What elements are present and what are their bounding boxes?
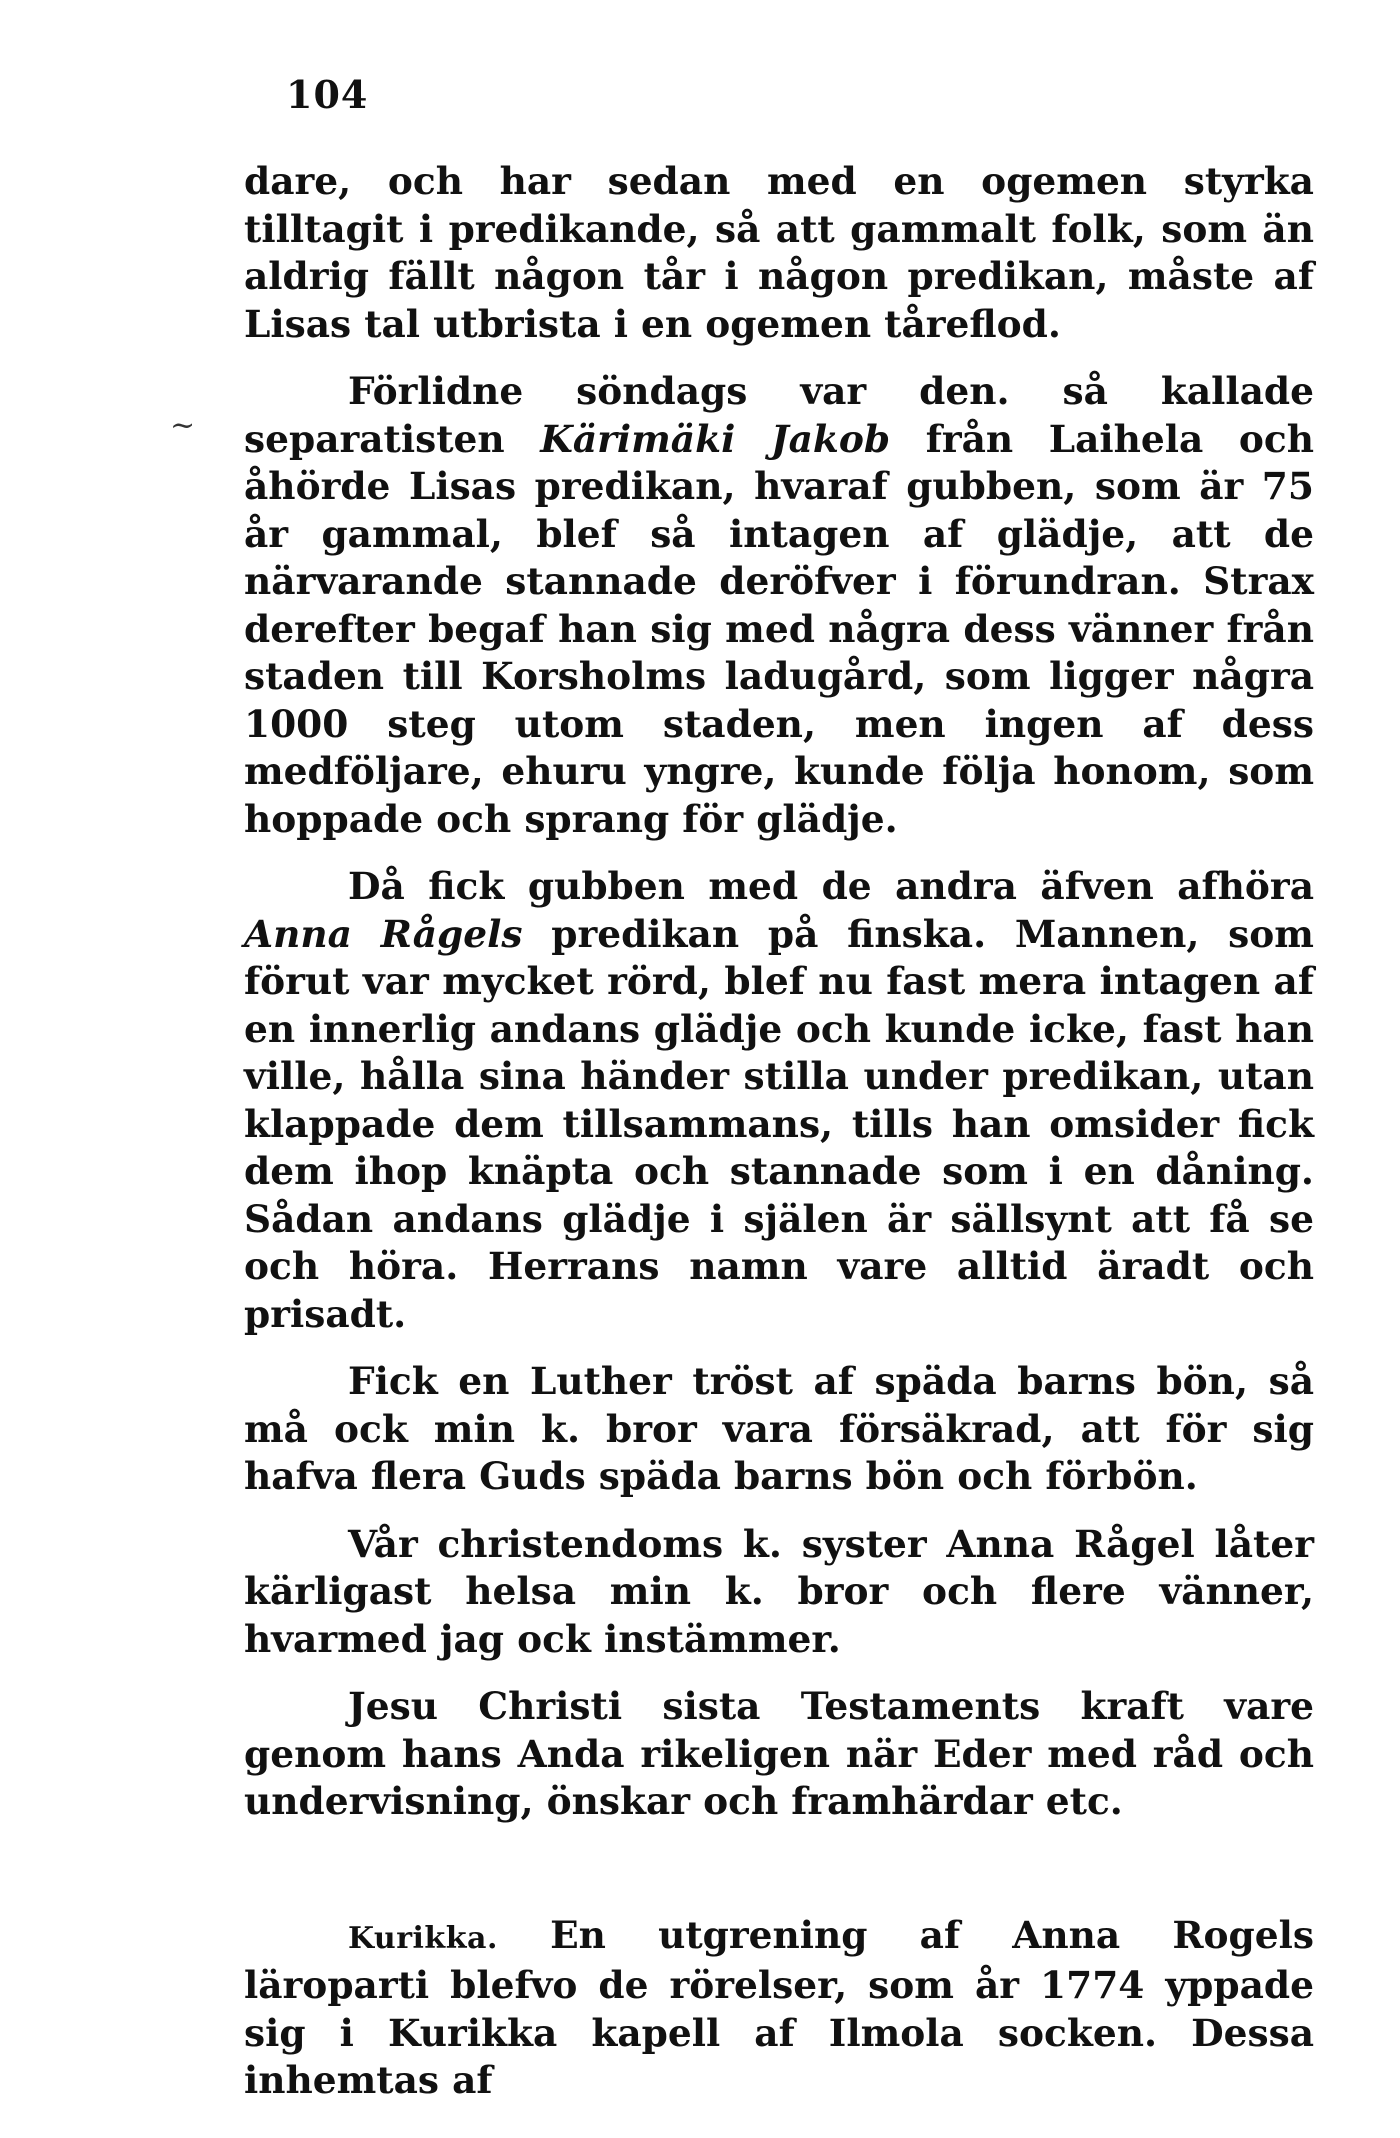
paragraph-3-italic-name: Anna Rågels [244, 911, 523, 956]
paragraph-4 [244, 1358, 1314, 1501]
paragraph-3-text-before: Då fick gubben med de andra äfven afhöra [348, 864, 1314, 908]
section-sidehead: Kurikka. [348, 1920, 498, 1956]
paragraph-5 [244, 1521, 1314, 1664]
margin-mark: ~ [170, 408, 196, 443]
paragraph-2 [244, 368, 1314, 843]
paragraph-2-text-after: från Laihela och åhörde Lisas predikan, hvaraf gubben, som är 75 år gammal, blef så intagen af glädje, att de närvarande stannade deröfver i förundran. Strax derefter begaf han sig med några dess vänner från staden till Korsholms ladugård, som ligger några 1000 steg utom staden, men ingen af dess medföljare, ehuru yngre, kunde följa honom, som hoppade och sprang för glädje. [244, 416, 1314, 841]
paragraph-6 [244, 1683, 1314, 1826]
paragraph-4-text: Fick en Luther tröst af späda barns bön, så må ock min k. bror vara försäkrad, att för sig hafva flera Guds späda barns bön och förbön. [244, 1359, 1314, 1498]
paragraph-2-italic-name: Kärimäki Jakob [540, 416, 891, 461]
paragraph-7 [244, 1912, 1314, 2105]
paragraph-3 [244, 863, 1314, 1338]
paragraph-2-text-before: Förlidne söndags var den. så kallade separatisten [244, 369, 1314, 461]
paragraph-1-text: dare, och har sedan med en ogemen styrka tilltagit i predikande, så att gammalt folk, som än aldrig fällt någon tår i någon predikan, måste af Lisas tal utbrista i en ogemen tåreflod. [244, 159, 1314, 346]
paragraph-3-text-after: predikan på finska. Mannen, som förut var mycket rörd, blef nu fast mera intagen af en innerlig andans glädje och kunde icke, fast han ville, hålla sina händer stilla under predikan, utan klappade dem tillsammans, tills han omsider fick dem ihop knäpta och stannade som i en dåning. Sådan andans glädje i själen är sällsynt att få se och höra. Herrans namn vare alltid äradt och prisadt. [244, 911, 1314, 1336]
page-number: 104 [286, 72, 369, 117]
paragraph-6-text: Jesu Christi sista Testaments kraft vare genom hans Anda rikeligen när Eder med råd och undervisning, önskar och framhärdar etc. [244, 1684, 1314, 1823]
paragraph-7-text: En utgrening af Anna Rogels läroparti blefvo de rörelser, som år 1774 yppade sig i Kurikka kapell af Ilmola socken. Dessa inhemtas af [244, 1912, 1314, 2102]
paragraph-1 [244, 158, 1314, 348]
paragraph-5-text: Vår christendoms k. syster Anna Rågel låter kärligast helsa min k. bror och flere vänner, hvarmed jag ock instämmer. [244, 1521, 1314, 1661]
body-text [244, 158, 1314, 2125]
